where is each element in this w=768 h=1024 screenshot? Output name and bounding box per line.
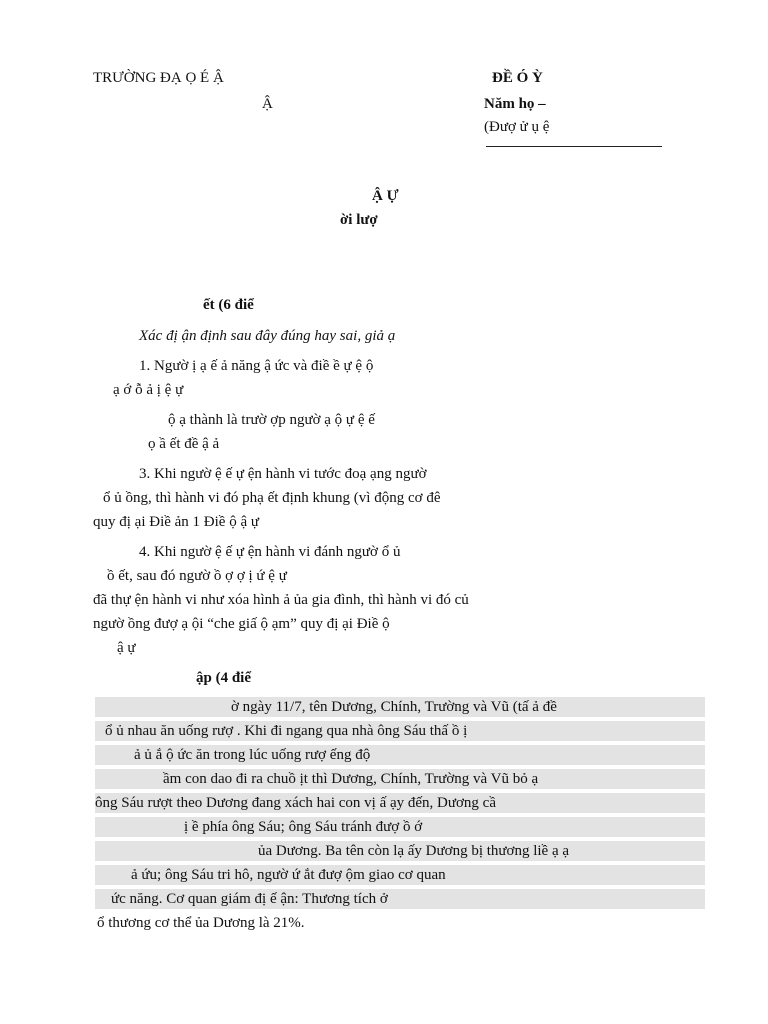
statement-1-line-1: 1. Ngườ ị ạ ế ả năng ậ ức và điề ề ự ệ ộ (139, 358, 374, 374)
statement-4-line-4: ngườ ồng đượ ạ ội “che giấ ộ ạm” quy đị ại Điề ộ (93, 616, 390, 632)
statement-4-line-3: đã thự ện hành vi như xóa hình ả ủa gia đình, thì hành vi đó củ (93, 592, 469, 608)
statement-3-line-2: ổ ủ ồng, thì hành vi đó phạ ết định khung (vì động cơ đê (103, 490, 441, 506)
statement-3-line-3: quy đị ại Điề ản 1 Điề ộ ậ ự (93, 514, 260, 530)
case-line-7: ủa Dương. Ba tên còn lạ ấy Dương bị thương liề ạ ạ (258, 843, 570, 859)
school-name: TRƯỜNG ĐẠ Ọ É Ậ (93, 70, 224, 86)
case-line-4: ầm con dao đi ra chuồ ịt thì Dương, Chính, Trường và Vũ bỏ ạ (163, 771, 539, 787)
statement-2-line-2: ọ ầ ết đề ậ ả (148, 436, 220, 452)
case-line-1: ờ ngày 11/7, tên Dương, Chính, Trường và Vũ (tấ ả đề (231, 699, 557, 715)
exam-title: ĐỀ Ó Ỳ (492, 70, 543, 86)
statement-2-line-1: ộ ạ thành là trườ ợp ngườ ạ ộ ự ệ ế (168, 412, 375, 428)
statement-4-line-2: ồ ết, sau đó ngườ ồ ợ ợ ị ứ ệ ự (107, 568, 287, 584)
case-line-5: ông Sáu rượt theo Dương đang xách hai con vị ấ ạy đến, Dương cầ (95, 795, 497, 811)
case-line-10: ổ thương cơ thể ủa Dương là 21%. (97, 915, 305, 931)
school-year: Năm họ – (484, 96, 546, 112)
statement-1-line-2: ạ ớ ỗ ả ị ệ ự (113, 382, 184, 398)
statement-4-line-1: 4. Khi ngườ ệ ế ự ện hành vi đánh ngườ ổ ủ (139, 544, 401, 560)
statement-4-line-5: ậ ự (117, 640, 136, 656)
section-exercise-heading: ập (4 điể (196, 670, 252, 686)
exam-duration: ời lượ (340, 212, 378, 228)
exam-note: (Đượ ử ụ ệ (484, 119, 550, 135)
case-line-3: ả ủ ắ ộ ức ăn trong lúc uống rượ ếng độ (134, 747, 371, 763)
statement-3-line-1: 3. Khi ngườ ệ ế ự ện hành vi tước đoạ ạng ngườ (139, 466, 427, 482)
subject-title: Ậ Ự (372, 188, 399, 204)
case-line-6: ị ề phía ông Sáu; ông Sáu tránh đượ ồ ớ (184, 819, 423, 835)
school-name-line2: Ậ (262, 96, 273, 112)
case-line-9: ức năng. Cơ quan giám đị ế ận: Thương tích ở (111, 891, 388, 907)
case-line-2: ổ ủ nhau ăn uống rượ . Khi đi ngang qua nhà ông Sáu thấ ồ ị (105, 723, 468, 739)
header-underline (486, 146, 662, 147)
section-theory-heading: ết (6 điể (203, 297, 254, 313)
case-line-8: ả ứu; ông Sáu tri hô, ngườ ứ ắt đượ ộm giao cơ quan (131, 867, 446, 883)
section-theory-instruction: Xác đị ận định sau đây đúng hay sai, giả ạ (139, 328, 396, 344)
